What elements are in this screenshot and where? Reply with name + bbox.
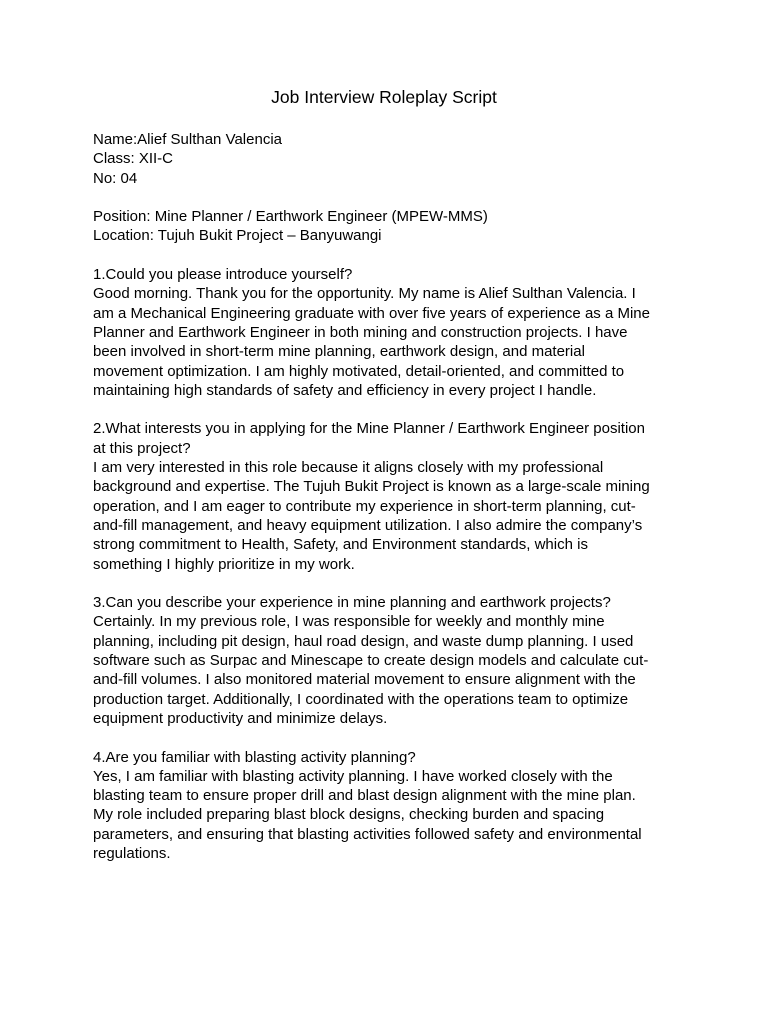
answer-line: operation, and I am eager to contribute my experience in short-term planning, cut- (93, 497, 636, 515)
question-line: 1.Could you please introduce yourself? (93, 266, 353, 284)
answer-line: am a Mechanical Engineering graduate with over five years of experience as a Mine (93, 304, 650, 322)
answer-line: Good morning. Thank you for the opportunity. My name is Alief Sulthan Valencia. I (93, 285, 636, 303)
answer-line: production target. Additionally, I coordinated with the operations team to optimize (93, 690, 629, 708)
spacer (93, 400, 673, 419)
answer-line: and-fill management, and heavy equipment utilization. I also admire the company’s (93, 516, 643, 534)
question-line: at this project? (93, 439, 191, 457)
answer-line: been involved in short-term mine planning, earthwork design, and material (93, 343, 585, 361)
spacer (93, 188, 673, 207)
student-class: Class: XII-C (93, 150, 174, 168)
answer-line: Yes, I am familiar with blasting activity planning. I have worked closely with the (93, 767, 613, 785)
document-body (93, 130, 673, 863)
answer-line: Planner and Earthwork Engineer in both mining and construction projects. I have (93, 323, 628, 341)
qa-item-2 (93, 419, 673, 573)
answer-line: Certainly. In my previous role, I was responsible for weekly and monthly mine (93, 613, 605, 631)
answer-line: strong commitment to Health, Safety, and Environment standards, which is (93, 536, 588, 554)
answer-line: parameters, and ensuring that blasting activities followed safety and environmental (93, 825, 642, 843)
answer-line: maintaining high standards of safety and efficiency in every project I handle. (93, 381, 597, 399)
document-title: Job Interview Roleplay Script (271, 87, 497, 107)
answer-line: movement optimization. I am highly motivated, detail-oriented, and committed to (93, 362, 625, 380)
student-info (93, 130, 673, 188)
answer-line: background and expertise. The Tujuh Bukit Project is known as a large-scale mining (93, 478, 650, 496)
spacer (93, 246, 673, 265)
answer-line: planning, including pit design, haul road design, and waste dump planning. I used (93, 632, 634, 650)
job-info (93, 207, 673, 246)
answer-line: regulations. (93, 844, 171, 862)
qa-item-1 (93, 265, 673, 400)
job-location: Location: Tujuh Bukit Project – Banyuwangi (93, 227, 382, 245)
spacer (93, 574, 673, 593)
question-line: 2.What interests you in applying for the Mine Planner / Earthwork Engineer position (93, 420, 645, 438)
answer-line: My role included preparing blast block designs, checking burden and spacing (93, 806, 605, 824)
answer-line: blasting team to ensure proper drill and blast design alignment with the mine plan. (93, 787, 636, 805)
answer-line: something I highly prioritize in my work. (93, 555, 355, 573)
answer-line: I am very interested in this role because it aligns closely with my professional (93, 459, 604, 477)
student-name: Name:Alief Sulthan Valencia (93, 131, 282, 148)
question-line: 3.Can you describe your experience in mine planning and earthwork projects? (93, 594, 611, 612)
answer-line: software such as Surpac and Minescape to create design models and calculate cut- (93, 652, 649, 670)
qa-item-4 (93, 748, 673, 864)
job-position: Position: Mine Planner / Earthwork Engineer (MPEW-MMS) (93, 208, 488, 226)
question-line: 4.Are you familiar with blasting activity planning? (93, 748, 416, 766)
answer-line: equipment productivity and minimize delays. (93, 709, 388, 727)
student-number: No: 04 (93, 169, 138, 187)
answer-line: and-fill volumes. I also monitored material movement to ensure alignment with the (93, 671, 636, 689)
spacer (93, 728, 673, 747)
qa-item-3 (93, 593, 673, 728)
